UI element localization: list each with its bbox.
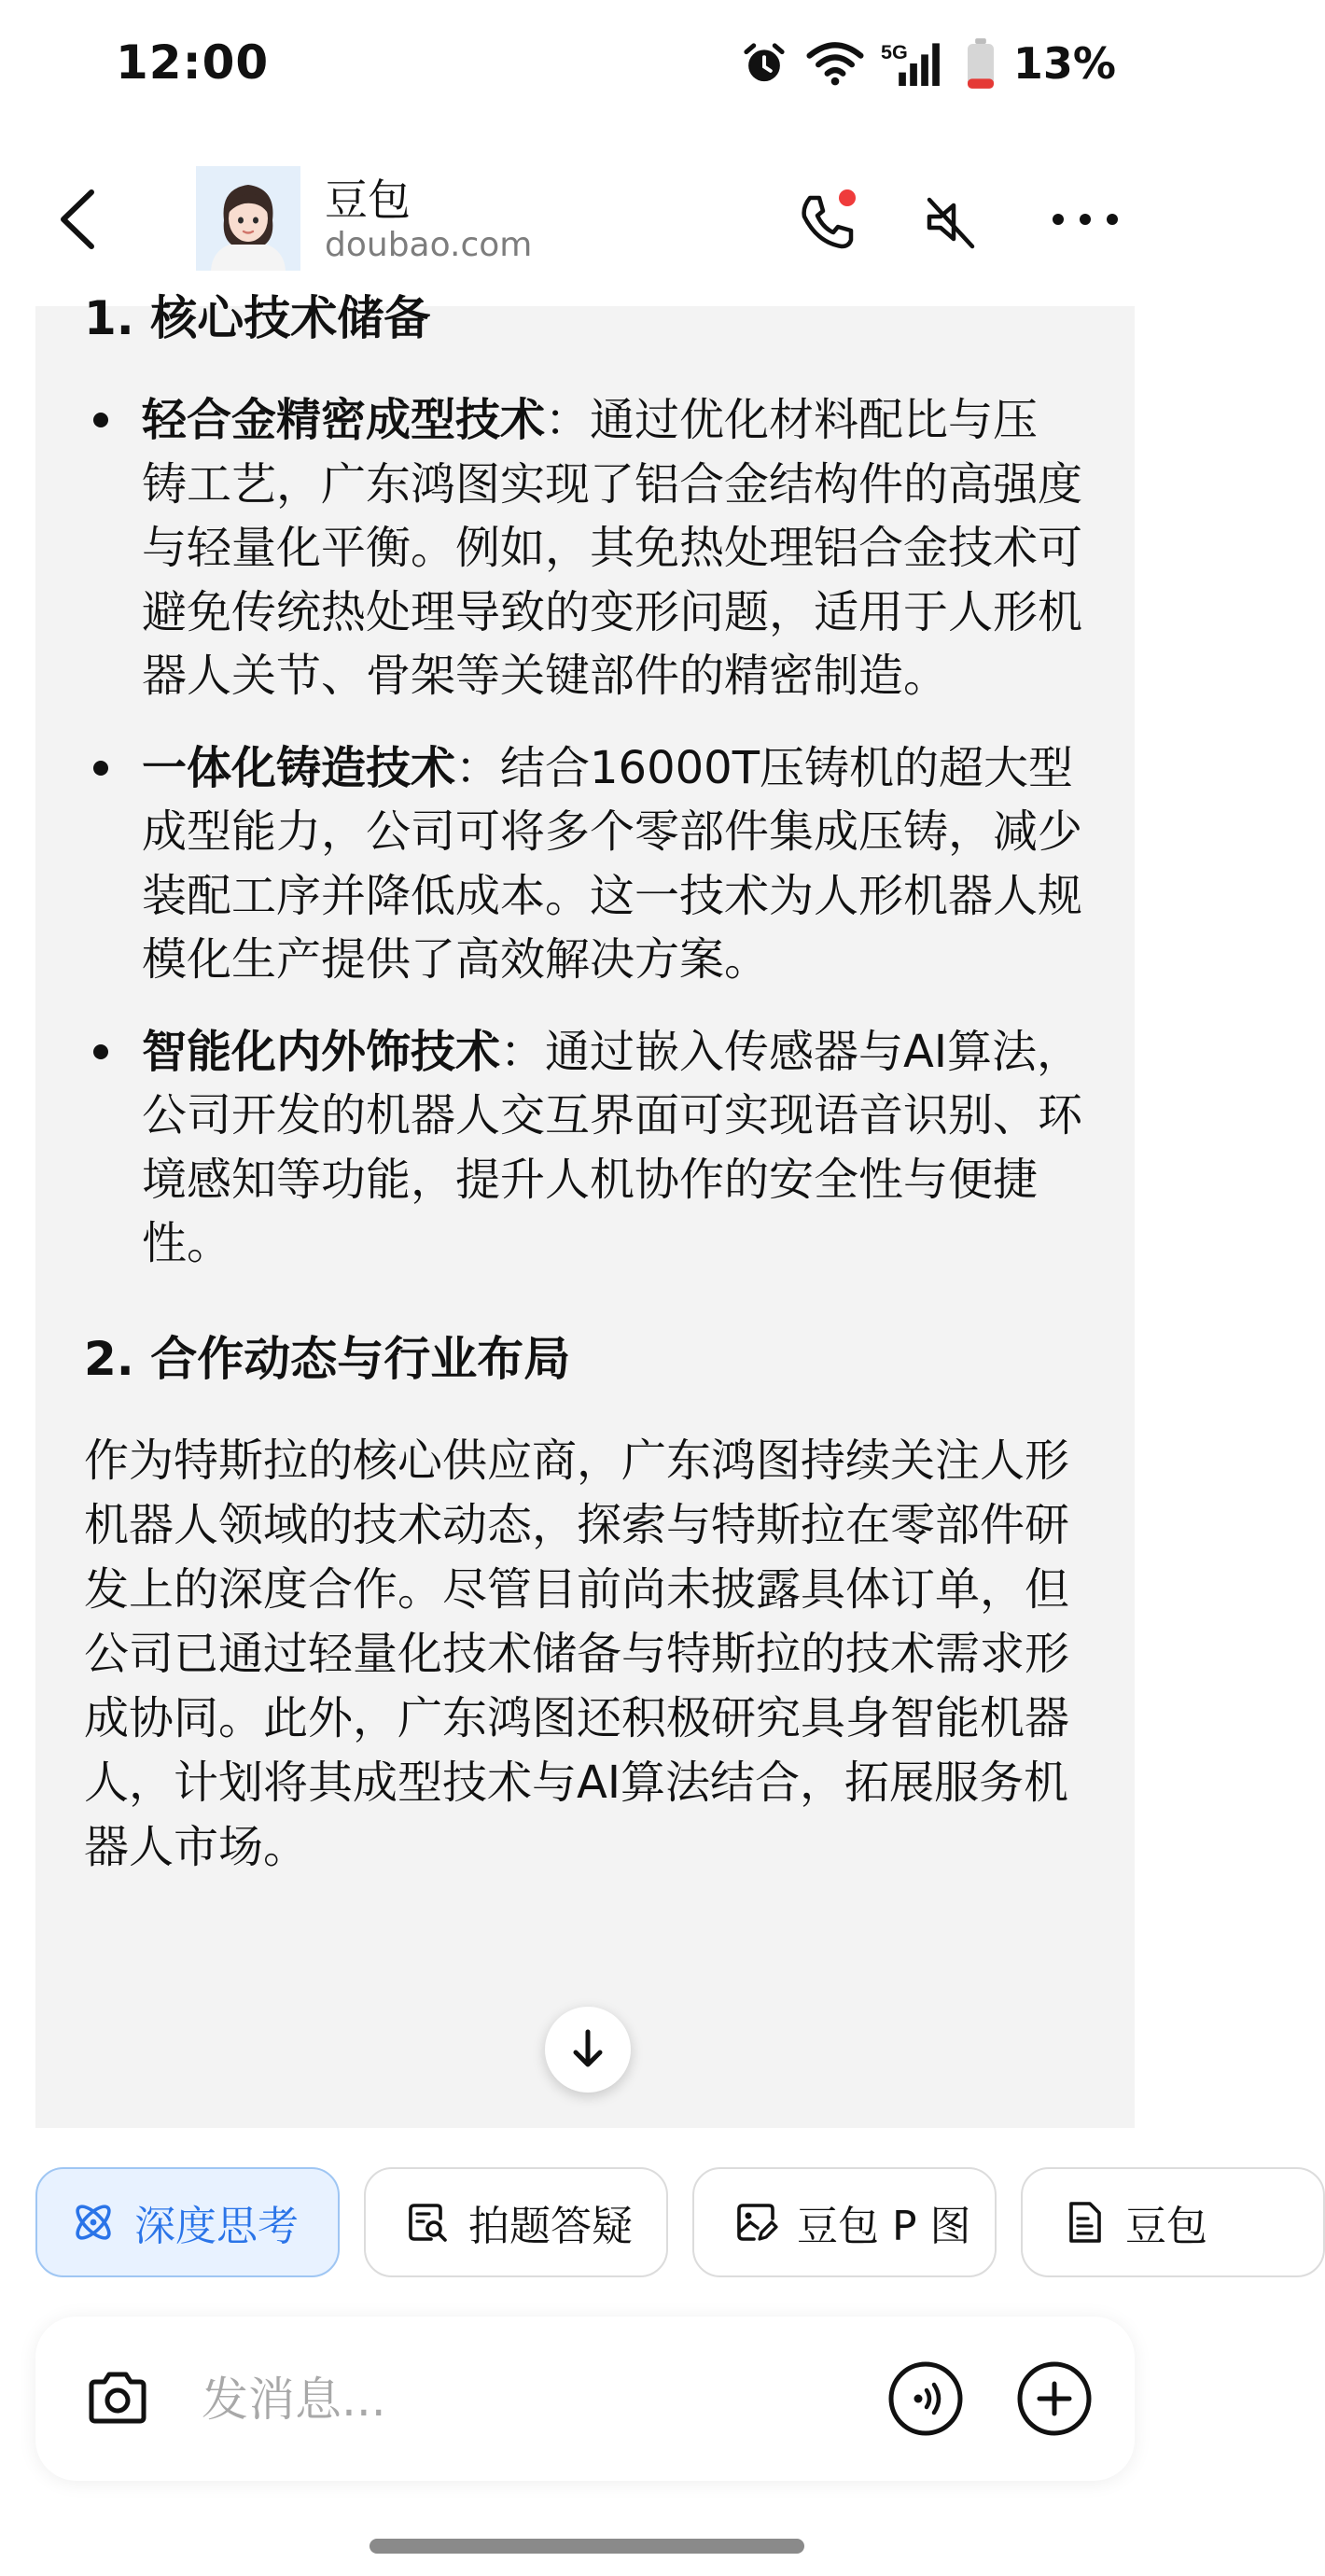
paragraph: 作为特斯拉的核心供应商，广东鸿图持续关注人形机器人领域的技术动态，探索与特斯拉在零部件研发上的深度合作。尽管目前尚未披露具体订单，但公司已通过轻量化技术储备与特斯拉的技术需求形成协同。此外，广东鸿图还积极研究具身智能机器人，计划将其成型技术与AI算法结合，拓展服务机器人市场。 bbox=[84, 1434, 1070, 1873]
message-input[interactable] bbox=[200, 2354, 875, 2445]
status-bar bbox=[0, 0, 1172, 131]
avatar-image bbox=[196, 166, 300, 271]
message-text bbox=[84, 286, 1082, 1880]
voice-icon bbox=[886, 2359, 965, 2438]
chip-doubao[interactable] bbox=[1021, 2167, 1325, 2277]
wifi-icon bbox=[806, 38, 864, 89]
chip-image-edit[interactable] bbox=[692, 2167, 997, 2277]
photo-search-icon bbox=[403, 2198, 452, 2247]
document-icon bbox=[1060, 2198, 1109, 2247]
battery-icon bbox=[965, 37, 997, 90]
bullet-text: ：通过优化材料配比与压铸工艺，广东鸿图实现了铝合金结构件的高强度与轻量化平衡。例如，其免热处理铝合金技术可避免传统热处理导致的变形问题，适用于人形机器人关节、骨架等关键部件的精密制造。 bbox=[142, 394, 1083, 702]
message-input-bar bbox=[35, 2317, 1135, 2481]
signal-5g-icon bbox=[881, 38, 948, 89]
chip-deep-thinking[interactable] bbox=[35, 2167, 340, 2277]
image-edit-icon bbox=[732, 2198, 780, 2247]
camera-button[interactable] bbox=[80, 2361, 155, 2436]
bullet-text: ：结合16000T压铸机的超大型成型能力，公司可将多个零部件集成压铸，减少装配工序并降低成本。这一技术为人形机器人规模化生产提供了高效解决方案。 bbox=[142, 741, 1083, 986]
bot-domain: doubao.com bbox=[325, 226, 533, 264]
status-time: 12:00 bbox=[116, 35, 270, 90]
plus-button[interactable] bbox=[1015, 2359, 1094, 2438]
mute-icon bbox=[913, 185, 987, 259]
chip-label: 豆包 bbox=[1125, 2203, 1207, 2250]
section-heading-2: 2. 合作动态与行业布局 bbox=[84, 1331, 571, 1386]
call-notification-dot bbox=[839, 189, 856, 206]
phone-call-icon bbox=[789, 185, 864, 259]
voice-button[interactable] bbox=[886, 2359, 965, 2438]
chat-header bbox=[0, 140, 1172, 299]
status-icons bbox=[739, 37, 1116, 90]
home-indicator[interactable] bbox=[370, 2539, 804, 2554]
back-icon bbox=[45, 179, 110, 259]
feature-chips bbox=[0, 2167, 1207, 2281]
arrow-down-icon bbox=[566, 2026, 609, 2073]
battery-percent: 13% bbox=[1012, 38, 1116, 89]
plus-icon bbox=[1015, 2359, 1094, 2438]
back-button[interactable] bbox=[45, 179, 110, 259]
bot-name: 豆包 bbox=[325, 175, 411, 225]
atom-icon bbox=[69, 2198, 118, 2247]
chip-label: 豆包 P 图 bbox=[797, 2203, 971, 2250]
mute-button[interactable] bbox=[913, 185, 987, 259]
camera-icon bbox=[80, 2361, 155, 2436]
bullet-list bbox=[84, 388, 1082, 1276]
bullet-item bbox=[84, 388, 1082, 708]
bullet-title: 轻合金精密成型技术 bbox=[142, 394, 546, 446]
bullet-item bbox=[84, 736, 1082, 992]
more-icon bbox=[1043, 187, 1127, 252]
more-button[interactable] bbox=[1043, 187, 1127, 252]
avatar[interactable] bbox=[196, 166, 300, 271]
bullet-title: 一体化铸造技术 bbox=[142, 741, 456, 794]
alarm-icon bbox=[739, 38, 789, 89]
bullet-text: ：通过嵌入传感器与AI算法，公司开发的机器人交互界面可实现语音识别、环境感知等功能，提升人机协作的安全性与便捷性。 bbox=[142, 1025, 1083, 1269]
scroll-to-bottom-button[interactable] bbox=[545, 2007, 631, 2093]
section-heading-1: 1. 核心技术储备 bbox=[84, 291, 431, 345]
chip-photo-qa[interactable] bbox=[364, 2167, 668, 2277]
network-label: 5G bbox=[880, 40, 908, 64]
chip-label: 拍题答疑 bbox=[468, 2203, 633, 2250]
call-button[interactable] bbox=[789, 185, 864, 259]
message-content bbox=[35, 291, 1135, 2128]
bullet-item bbox=[84, 1020, 1082, 1276]
chip-label: 深度思考 bbox=[134, 2203, 299, 2250]
bullet-title: 智能化内外饰技术 bbox=[142, 1025, 501, 1078]
